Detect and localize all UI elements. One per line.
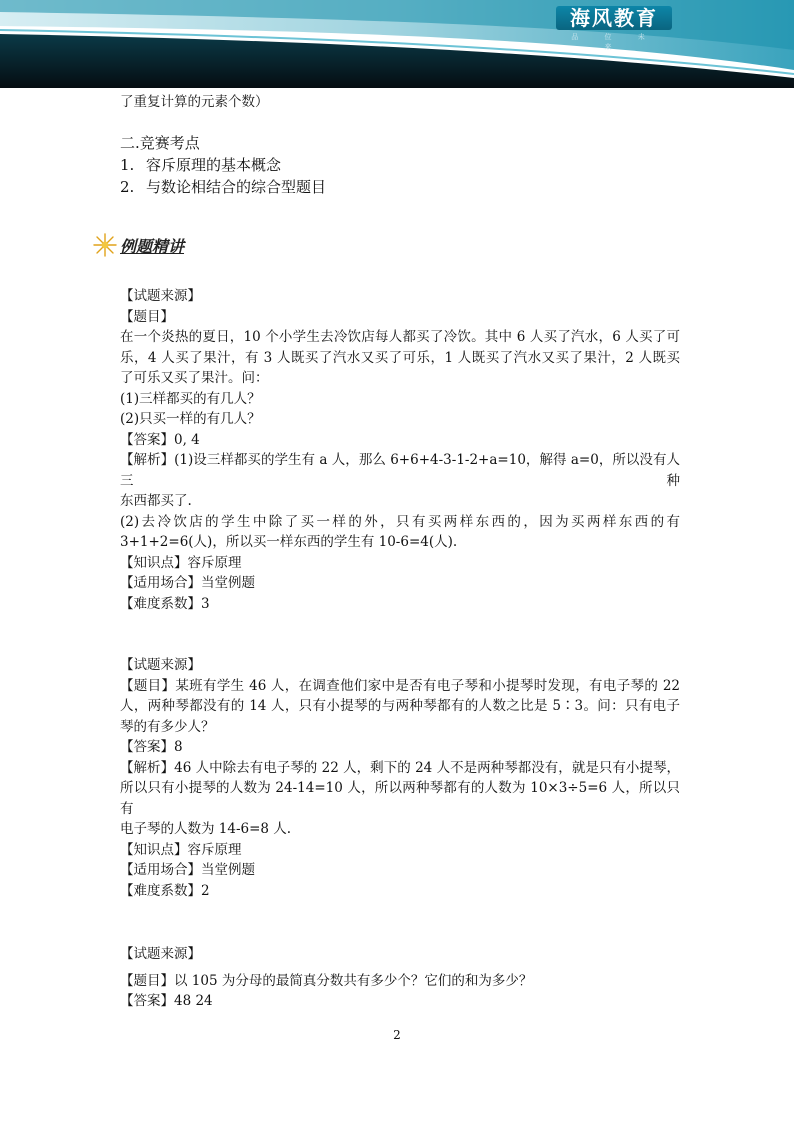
example-3 bbox=[120, 944, 680, 1012]
brand-slogan: 品 位 未 来 bbox=[571, 33, 657, 51]
example-answer: 【答案】0, 4 bbox=[120, 431, 200, 448]
analysis-line: 3+1+2=6(人)，所以买一样东西的学生有 10-6=4(人). bbox=[120, 534, 458, 550]
analysis-line: 【解析】46 人中除去有电子琴的 22 人，剩下的 24 人不是两种琴都没有，就是只有小提琴， bbox=[120, 759, 680, 776]
question-line: 琴的有多少人？ bbox=[120, 718, 215, 735]
sub-question: (1)三样都买的有几人？ bbox=[120, 390, 261, 407]
list-number: 1. bbox=[120, 155, 135, 174]
example-knowledge: 【知识点】容斥原理 bbox=[120, 841, 242, 858]
list-number: 2. bbox=[120, 177, 135, 196]
competition-item bbox=[120, 176, 680, 198]
section-title-examples bbox=[92, 232, 184, 258]
question-line: 了可乐又买了果汁。问： bbox=[120, 370, 269, 386]
question-line: 人，两种琴都没有的 14 人，只有小提琴的与两种琴都有的人数之比是 5∶3。问：只有电子 bbox=[120, 698, 680, 714]
sub-question: (2)只买一样的有几人？ bbox=[120, 411, 261, 427]
example-answer: 【答案】8 bbox=[120, 739, 183, 755]
analysis-line: 东西都买了. bbox=[120, 493, 192, 509]
brand-logo-text: 海风教育 bbox=[556, 6, 672, 30]
page-header bbox=[0, 0, 794, 88]
example-difficulty: 【难度系数】3 bbox=[120, 595, 210, 612]
example-knowledge: 【知识点】容斥原理 bbox=[120, 554, 242, 571]
example-source: 【试题来源】 bbox=[120, 657, 201, 673]
analysis-line: 所以只有小提琴的人数为 24-14=10 人，所以两种琴都有的人数为 10×3÷5=6 人，所以只有 bbox=[120, 780, 680, 817]
example-source: 【试题来源】 bbox=[120, 288, 201, 304]
competition-item bbox=[120, 154, 680, 176]
question-line: 乐，4 人买了果汁，有 3 人既买了汽水又买了可乐，1 人既买了汽水又买了果汁，2 人既买 bbox=[120, 349, 680, 366]
list-text: 与数论相结合的综合型题目 bbox=[146, 177, 327, 196]
example-occasion: 【适用场合】当堂例题 bbox=[120, 862, 255, 878]
example-source: 【试题来源】 bbox=[120, 946, 201, 962]
example-question-label: 【题目】 bbox=[120, 308, 174, 325]
example-difficulty: 【难度系数】2 bbox=[120, 882, 210, 899]
example-occasion: 【适用场合】当堂例题 bbox=[120, 575, 255, 591]
page-number: 2 bbox=[393, 1028, 401, 1042]
sparkle-star-icon bbox=[92, 232, 118, 258]
analysis-line: 【解析】(1)设三样都买的学生有 a 人，那么 6+6+4-3-1-2+a=10，解得 a=0，所以没有人三种 bbox=[120, 452, 680, 489]
intro-fragment: 了重复计算的元素个数） bbox=[120, 94, 269, 110]
analysis-line: 电子琴的人数为 14-6=8 人. bbox=[120, 821, 292, 837]
example-question: 【题目】以 105 为分母的最简真分数共有多少个？它们的和为多少？ bbox=[120, 972, 533, 989]
example-answer: 【答案】48 24 bbox=[120, 993, 213, 1009]
document-body bbox=[120, 92, 680, 198]
brand-logo bbox=[556, 6, 672, 51]
question-line: 在一个炎热的夏日，10 个小学生去冷饮店每人都买了冷饮。其中 6 人买了汽水，6 人买了可 bbox=[120, 329, 680, 345]
question-line: 【题目】某班有学生 46 人，在调查他们家中是否有电子琴和小提琴时发现，有电子琴的 22 bbox=[120, 677, 680, 694]
list-text: 容斥原理的基本概念 bbox=[146, 155, 282, 174]
header-wave-graphic bbox=[0, 0, 794, 88]
section-title-text: 例题精讲 bbox=[120, 236, 185, 256]
analysis-line: (2)去冷饮店的学生中除了买一样的外，只有买两样东西的，因为买两样东西的有 bbox=[120, 513, 680, 530]
example-2 bbox=[120, 655, 680, 901]
example-1 bbox=[120, 286, 680, 614]
competition-heading: 二.竞赛考点 bbox=[120, 134, 200, 152]
